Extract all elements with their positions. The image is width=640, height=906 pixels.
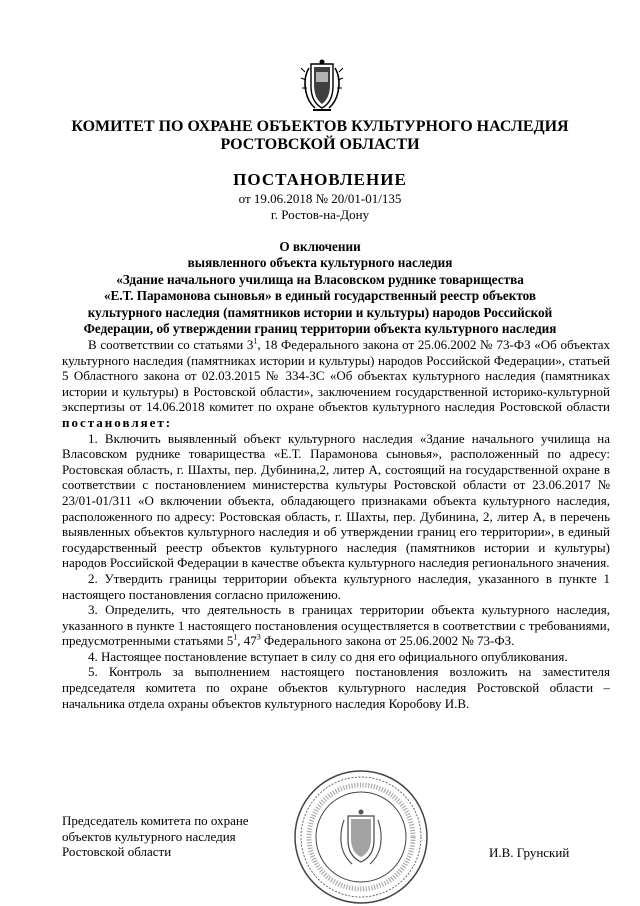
subject-line-6: Федерации, об утверждении границ территории объекта культурного наследия — [83, 321, 557, 337]
item-2: 2. Утвердить границы территории объекта культурного наследия, указанного в пункте 1 настоящего постановления согласно приложению. — [62, 570, 610, 602]
position-line-2: объектов культурного наследия — [62, 828, 236, 844]
signatory-name: И.В. Грунский — [489, 845, 570, 860]
official-round-seal-icon — [292, 768, 430, 906]
committee-line-1: КОМИТЕТ ПО ОХРАНЕ ОБЪЕКТОВ КУЛЬТУРНОГО НАСЛЕДИЯ — [71, 118, 569, 135]
subject-line-3: «Здание начального училища на Власовском руднике товарищества — [116, 271, 524, 287]
item-1: 1. Включить выявленный объект культурного наследия «Здание начального училища на Власовском руднике товарищества «Е.Т. Парамонова сыновья», расположенный по адресу: Ростовская область, г. Шахты, пер. Дубинина,2, литер А, состоящий на государственной охране в соответствии с постановлением министерства культуры Ростовской области от 23.06.2017 № 23/01-01/311 «О включении объекта, обладающего признаками объекта культурного наследия, расположенного по адресу: Ростовская область, г. Шахты, пер. Дубинина, 2, литер А, в перечень выявленных объектов культурного наследия и об утверждении границ его территории», в единый государственный реестр объектов культурного наследия (памятников истории и культуры) народов Российской Федерации в качестве объекта культурного наследия регионального значения. — [62, 430, 610, 571]
subject-line-1: О включении — [279, 239, 361, 254]
rostov-region-coat-of-arms-icon — [299, 58, 345, 114]
document-date-number: от 19.06.2018 № 20/01-01/135 — [238, 191, 402, 206]
committee-line-2: РОСТОВСКОЙ ОБЛАСТИ — [220, 136, 420, 153]
document-body — [62, 337, 610, 711]
committee-name — [40, 118, 600, 154]
item-5: 5. Контроль за выполнением настоящего постановления возложить на заместителя председателя комитета по охране объектов культурного наследия Ростовской области – начальника отдела охраны объектов культурного наследия Коробову И.В. — [62, 664, 610, 711]
document-type-title: ПОСТАНОВЛЕНИЕ — [233, 170, 407, 189]
document-subject — [40, 239, 600, 337]
resolves-word: постановляет: — [62, 414, 173, 430]
subject-line-5: культурного наследия (памятников истории и культуры) народов Российской — [87, 304, 553, 320]
signatory-position — [62, 813, 249, 860]
item-4: 4. Настоящее постановление вступает в силу со дня его официального опубликования. — [88, 648, 568, 664]
preamble-paragraph: В соответствии со статьями $3^1$, 18 Федерального закона от 25.06.2002 № 73-ФЗ «Об объектах культурного наследия (памятниках истории и культуры) народов Российской Федерации», статьей 5 Областного закона от 02.03.2015 № 334-ЗС «Об объектах культурного наследия (памятниках истории и культуры) в Ростовской области», заключением государственной историко-культурной экспертизы от 14.06.2018 комитет по охране объектов культурного наследия Ростовской области постановляет: — [62, 336, 610, 430]
position-line-1: Председатель комитета по охране — [62, 813, 249, 828]
subject-line-4: «Е.Т. Парамонова сыновья» в единый государственный реестр объектов — [103, 288, 537, 304]
subject-line-2: выявленного объекта культурного наследия — [187, 255, 453, 271]
position-line-3: Ростовской области — [62, 844, 172, 860]
item-3: 3. Определить, что деятельность в границах территории объекта культурного наследия, указанного в пункте 1 настоящего постановления осуществляется в соответствии с требованиями, предусмотренными статьями $5^1$, $47^3$ Федерального закона от 25.06.2002 № 73-ФЗ. — [62, 602, 610, 649]
document-city: г. Ростов-на-Дону — [270, 207, 370, 222]
